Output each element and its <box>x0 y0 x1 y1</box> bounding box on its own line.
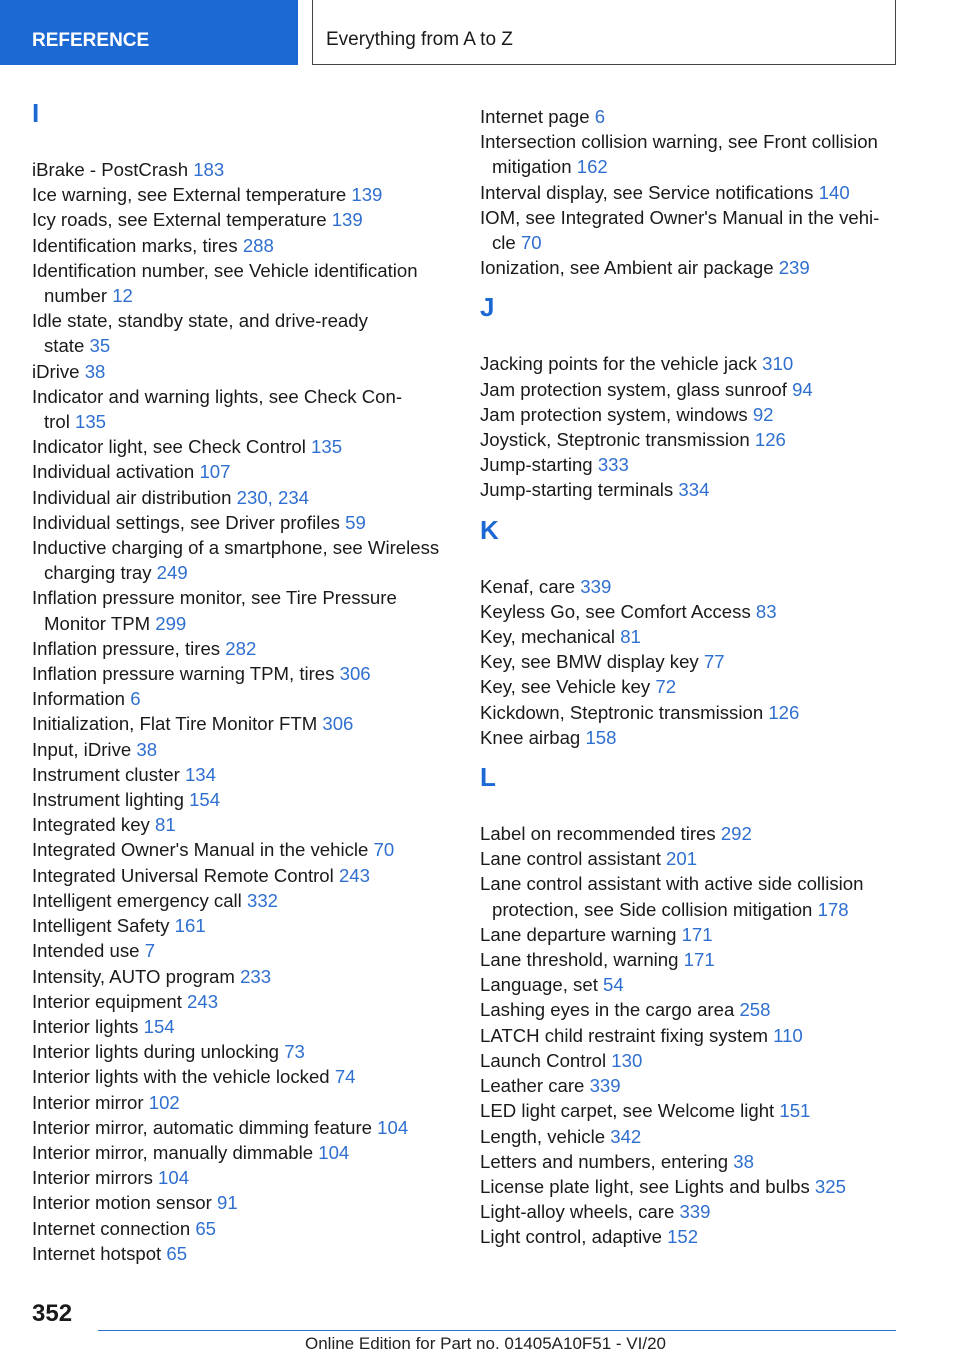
entry-term: Inflation pressure monitor, see Tire Pressure Monitor TPM <box>32 587 397 634</box>
entry-term: Integrated Universal Remote Control <box>32 864 339 886</box>
page-reference-link[interactable]: 77 <box>703 651 725 673</box>
index-sections <box>480 294 900 1249</box>
entry-term: Length, vehicle <box>480 1125 611 1147</box>
index-entry <box>480 180 900 205</box>
page-reference-link[interactable]: 135 <box>311 436 343 458</box>
entry-term: License plate light, see Lights and bulbs <box>480 1175 815 1197</box>
index-entry <box>32 1039 452 1064</box>
index-entry <box>32 585 452 635</box>
index-entry <box>32 157 452 182</box>
index-entry <box>480 674 900 699</box>
entry-term: iDrive <box>32 360 85 382</box>
entry-term: Inductive charging of a smartphone, see Wireless charging tray <box>32 537 440 584</box>
page-reference-link[interactable]: 171 <box>681 923 713 945</box>
page-reference-link[interactable]: 282 <box>225 637 257 659</box>
page-reference-link[interactable]: 299 <box>155 612 187 634</box>
page-reference-link[interactable]: 6 <box>594 106 606 127</box>
page-reference-link[interactable]: 134 <box>184 763 216 785</box>
entry-term: Information <box>32 688 131 710</box>
entry-term: IOM, see Integrated Owner's Manual in the vehi‐ cle <box>480 206 880 254</box>
page-reference-link[interactable]: 139 <box>351 184 383 206</box>
entry-term: LATCH child restraint fixing system <box>480 1024 774 1046</box>
entry-term: Intensity, AUTO program <box>32 965 241 987</box>
index-entry <box>480 1124 900 1149</box>
page-reference-link[interactable]: 73 <box>284 1041 305 1063</box>
page-reference-link[interactable]: 306 <box>322 713 354 735</box>
page-reference-link[interactable]: 171 <box>683 949 715 971</box>
page-reference-link[interactable]: 38 <box>136 738 158 760</box>
entry-term: Interior mirror, automatic dimming feature <box>32 1116 378 1138</box>
index-entry <box>32 258 452 308</box>
index-entry <box>32 938 452 963</box>
entry-term: Identification marks, tires <box>32 234 243 256</box>
index-entry <box>480 351 900 376</box>
index-letter-i: I <box>32 98 40 128</box>
index-entry <box>480 972 900 997</box>
entry-term: Intelligent emergency call <box>32 889 247 911</box>
index-entry <box>32 913 452 938</box>
entry-term: Light-alloy wheels, care <box>480 1201 680 1223</box>
index-entry <box>480 947 900 972</box>
page-reference-link[interactable]: 154 <box>143 1015 175 1037</box>
page-reference-link[interactable]: 178 <box>817 898 849 920</box>
index-entry <box>32 1241 452 1266</box>
index-entry <box>480 624 900 649</box>
entry-term: Instrument cluster <box>32 763 185 785</box>
entry-term: Initialization, Flat Tire Monitor FTM <box>32 713 323 735</box>
index-list-i <box>32 157 452 1266</box>
index-column-right <box>480 104 900 1262</box>
index-entry <box>32 434 452 459</box>
index-entry <box>480 1073 900 1098</box>
index-entry <box>480 477 900 502</box>
index-entry <box>32 207 452 232</box>
entry-term: Language, set <box>480 974 604 996</box>
entry-term: Kenaf, care <box>480 575 581 597</box>
index-entry <box>32 308 452 358</box>
index-column-left <box>32 100 452 1278</box>
entry-term: Jacking points for the vehicle jack <box>480 353 763 375</box>
index-list-i-continued <box>480 104 900 280</box>
index-entry <box>32 1064 452 1089</box>
index-entry <box>480 1149 900 1174</box>
index-entry <box>32 1165 452 1190</box>
page-reference-link[interactable]: 126 <box>754 429 786 451</box>
page-reference-link[interactable]: 162 <box>576 156 608 178</box>
page-reference-link[interactable]: 333 <box>597 454 629 476</box>
page-reference-link[interactable]: 201 <box>666 848 698 870</box>
page-reference-link[interactable]: 35 <box>89 335 111 357</box>
entry-term: Instrument lighting <box>32 789 190 811</box>
entry-term: Keyless Go, see Comfort Access <box>480 600 756 622</box>
entry-term: Intersection collision warning, see Front collision mitigation <box>480 131 878 178</box>
entry-term: Individual air distribution <box>32 486 237 508</box>
page-reference-link[interactable]: 72 <box>655 676 677 698</box>
index-entry <box>32 888 452 913</box>
index-entry <box>32 661 452 686</box>
index-entry <box>480 1174 900 1199</box>
entry-term: Launch Control <box>480 1049 612 1071</box>
entry-term: Icy roads, see External temperature <box>32 209 332 231</box>
index-entry <box>480 599 900 624</box>
page-reference-link[interactable]: 152 <box>667 1226 699 1248</box>
index-entry <box>32 1190 452 1215</box>
page-reference-link[interactable]: 339 <box>580 575 612 597</box>
entry-term: Jam protection system, glass sunroof <box>480 378 793 400</box>
page-reference-link[interactable]: 334 <box>678 479 710 501</box>
entry-term: Inflation pressure warning TPM, tires <box>32 663 340 685</box>
index-entry <box>480 574 900 599</box>
index-entry <box>480 1048 900 1073</box>
page-reference-link[interactable]: 230, 234 <box>236 486 310 508</box>
entry-term: Interior lights with the vehicle locked <box>32 1066 335 1088</box>
page-reference-link[interactable]: 83 <box>755 600 777 622</box>
page-reference-link[interactable]: 158 <box>585 726 617 748</box>
entry-term: Integrated key <box>32 814 156 836</box>
entry-term: Intelligent Safety <box>32 915 175 937</box>
page-reference-link[interactable]: 325 <box>814 1175 846 1197</box>
entry-term: Ionization, see Ambient air package <box>480 257 779 279</box>
page-reference-link[interactable]: 54 <box>603 974 624 996</box>
entry-term: Light control, adaptive <box>480 1226 668 1248</box>
page-reference-link[interactable]: 339 <box>679 1201 711 1223</box>
page-reference-link[interactable]: 38 <box>84 360 106 382</box>
page-reference-link[interactable]: 239 <box>778 257 810 279</box>
index-entry <box>480 997 900 1022</box>
index-entry <box>32 762 452 787</box>
page-reference-link[interactable]: 249 <box>156 562 188 584</box>
entry-term: Interior motion sensor <box>32 1192 217 1214</box>
entry-term: Lane departure warning <box>480 923 682 945</box>
page-reference-link[interactable]: 154 <box>189 789 221 811</box>
page-reference-link[interactable]: 306 <box>339 663 371 685</box>
entry-term: Intended use <box>32 940 145 962</box>
index-entry <box>32 812 452 837</box>
index-entry <box>32 1140 452 1165</box>
page-reference-link[interactable]: 74 <box>334 1066 356 1088</box>
index-entry <box>480 725 900 750</box>
entry-term: Knee airbag <box>480 726 586 748</box>
entry-term: Leather care <box>480 1075 590 1097</box>
page-reference-link[interactable]: 102 <box>148 1091 180 1113</box>
page-reference-link[interactable]: 258 <box>739 999 771 1021</box>
index-entry <box>480 922 900 947</box>
entry-term: Key, mechanical <box>480 626 621 648</box>
entry-term: LED light carpet, see Welcome light <box>480 1100 780 1122</box>
index-entry <box>32 711 452 736</box>
section-tab: REFERENCE <box>0 0 298 65</box>
page-reference-link[interactable]: 310 <box>762 353 794 375</box>
page-reference-link[interactable]: 151 <box>779 1100 811 1122</box>
index-entry <box>32 1115 452 1140</box>
entry-term: Idle state, standby state, and drive-ready state <box>32 310 368 357</box>
chapter-title: Everything from A to Z <box>312 0 896 65</box>
entry-term: Interval display, see Service notifications <box>480 181 819 203</box>
index-letter-j: J <box>480 292 495 323</box>
entry-term: Jump-starting terminals <box>480 479 679 501</box>
page-reference-link[interactable]: 135 <box>75 411 107 433</box>
footer-divider <box>98 1330 896 1331</box>
index-entry <box>32 182 452 207</box>
page-reference-link[interactable]: 126 <box>768 701 800 723</box>
page-reference-link[interactable]: 65 <box>195 1217 217 1239</box>
entry-term: iBrake - PostCrash <box>32 159 194 180</box>
page-reference-link[interactable]: 243 <box>338 864 370 886</box>
page-reference-link[interactable]: 342 <box>610 1125 642 1147</box>
entry-term: Key, see Vehicle key <box>480 676 656 698</box>
entry-term: Interior lights during unlocking <box>32 1041 285 1063</box>
entry-term: Lane threshold, warning <box>480 949 684 971</box>
index-entry <box>32 787 452 812</box>
index-entry <box>32 636 452 661</box>
page-reference-link[interactable]: 139 <box>331 209 363 231</box>
entry-term: Label on recommended tires <box>480 823 721 845</box>
entry-term: Integrated Owner's Manual in the vehicle <box>32 839 374 861</box>
index-list-l <box>480 821 900 1249</box>
page-reference-link[interactable]: 339 <box>589 1075 621 1097</box>
index-entry <box>32 359 452 384</box>
index-entry <box>480 452 900 477</box>
index-entry <box>480 871 900 921</box>
index-entry <box>480 255 900 280</box>
page-reference-link[interactable]: 65 <box>166 1242 188 1264</box>
index-entry <box>32 686 452 711</box>
entry-term: Interior equipment <box>32 990 188 1012</box>
index-entry <box>32 233 452 258</box>
page-reference-link[interactable]: 288 <box>242 234 274 256</box>
entry-term: Lane control assistant with active side collision protection, see Side collision mitigation <box>480 873 864 920</box>
entry-term: Interior mirror <box>32 1091 149 1113</box>
page-reference-link[interactable]: 38 <box>733 1150 754 1172</box>
index-entry <box>32 485 452 510</box>
entry-term: Interior mirrors <box>32 1167 159 1189</box>
index-entry <box>32 459 452 484</box>
index-entry <box>480 1199 900 1224</box>
index-entry <box>32 964 452 989</box>
index-entry <box>480 1098 900 1123</box>
page-reference-link[interactable]: 81 <box>620 626 641 648</box>
index-entry <box>32 1014 452 1039</box>
page-reference-link[interactable]: 70 <box>373 839 395 861</box>
index-entry <box>480 1224 900 1249</box>
page-reference-link[interactable]: 12 <box>112 285 133 307</box>
page-number: 352 <box>32 1300 73 1327</box>
page-reference-link[interactable]: 70 <box>520 232 542 254</box>
entry-term: Lane control assistant <box>480 848 667 870</box>
entry-term: Jam protection system, windows <box>480 403 753 425</box>
entry-term: Jump-starting <box>480 454 598 476</box>
entry-term: Indicator and warning lights, see Check Con‐ trol <box>32 385 403 433</box>
page-reference-link[interactable]: 94 <box>792 378 813 400</box>
page-reference-link[interactable]: 332 <box>246 889 279 911</box>
index-entry <box>480 377 900 402</box>
index-entry <box>480 1023 900 1048</box>
index-entry <box>32 863 452 888</box>
entry-term: Inflation pressure, tires <box>32 637 226 659</box>
entry-term: Internet page <box>480 106 595 127</box>
page-reference-link[interactable]: 292 <box>720 823 752 845</box>
index-entry <box>480 821 900 846</box>
index-list-j <box>480 351 900 502</box>
page-reference-link[interactable]: 161 <box>174 915 206 937</box>
index-entry <box>32 510 452 535</box>
entry-term: Interior mirror, manually dimmable <box>32 1141 319 1163</box>
index-entry <box>480 104 900 129</box>
entry-term: Internet connection <box>32 1217 196 1239</box>
page-reference-link[interactable]: 104 <box>158 1167 190 1189</box>
entry-term: Kickdown, Steptronic transmission <box>480 701 769 723</box>
page-reference-link[interactable]: 59 <box>345 511 366 533</box>
page-reference-link[interactable]: 233 <box>240 965 272 987</box>
entry-term: Individual settings, see Driver profiles <box>32 511 346 533</box>
page-reference-link[interactable]: 92 <box>752 403 774 425</box>
page-reference-link[interactable]: 6 <box>130 688 141 710</box>
edition-footer: Online Edition for Part no. 01405A10F51 - VI/20 <box>305 1334 667 1353</box>
index-list-k <box>480 574 900 750</box>
entry-term: Indicator light, see Check Control <box>32 436 312 458</box>
index-entry <box>32 535 452 585</box>
index-entry <box>32 989 452 1014</box>
page-reference-link[interactable]: 183 <box>193 159 225 180</box>
entry-term: Input, iDrive <box>32 738 137 760</box>
index-letter-l: L <box>480 762 496 793</box>
entry-term: Letters and numbers, entering <box>480 1150 734 1172</box>
page-reference-link[interactable]: 104 <box>377 1116 409 1138</box>
index-letter-k: K <box>480 514 499 545</box>
page-reference-link[interactable]: 243 <box>187 990 219 1012</box>
page-reference-link[interactable]: 140 <box>818 181 850 203</box>
index-entry <box>32 1090 452 1115</box>
entry-term: Lashing eyes in the cargo area <box>480 999 740 1021</box>
index-entry <box>480 129 900 179</box>
entry-term: Key, see BMW display key <box>480 651 704 673</box>
index-entry <box>32 1216 452 1241</box>
page-reference-link[interactable]: 7 <box>144 940 156 962</box>
index-entry <box>480 846 900 871</box>
entry-term: Internet hotspot <box>32 1242 167 1264</box>
index-entry <box>32 837 452 862</box>
entry-term: Ice warning, see External temperature <box>32 184 352 206</box>
page-reference-link[interactable]: 110 <box>773 1024 803 1046</box>
entry-term: Individual activation <box>32 461 200 483</box>
page-reference-link[interactable]: 81 <box>155 814 176 836</box>
index-entry <box>480 649 900 674</box>
index-entry <box>480 427 900 452</box>
page-reference-link[interactable]: 104 <box>318 1141 350 1163</box>
entry-term: Interior lights <box>32 1015 144 1037</box>
index-entry <box>480 205 900 255</box>
index-entry <box>32 384 452 434</box>
index-entry <box>32 737 452 762</box>
entry-term: Joystick, Steptronic transmission <box>480 429 755 451</box>
page-reference-link[interactable]: 107 <box>199 461 231 483</box>
entry-term: Identification number, see Vehicle identification number <box>32 259 418 307</box>
index-entry <box>480 700 900 725</box>
index-entry <box>480 402 900 427</box>
page-reference-link[interactable]: 130 <box>611 1049 643 1071</box>
page-reference-link[interactable]: 91 <box>216 1192 238 1214</box>
